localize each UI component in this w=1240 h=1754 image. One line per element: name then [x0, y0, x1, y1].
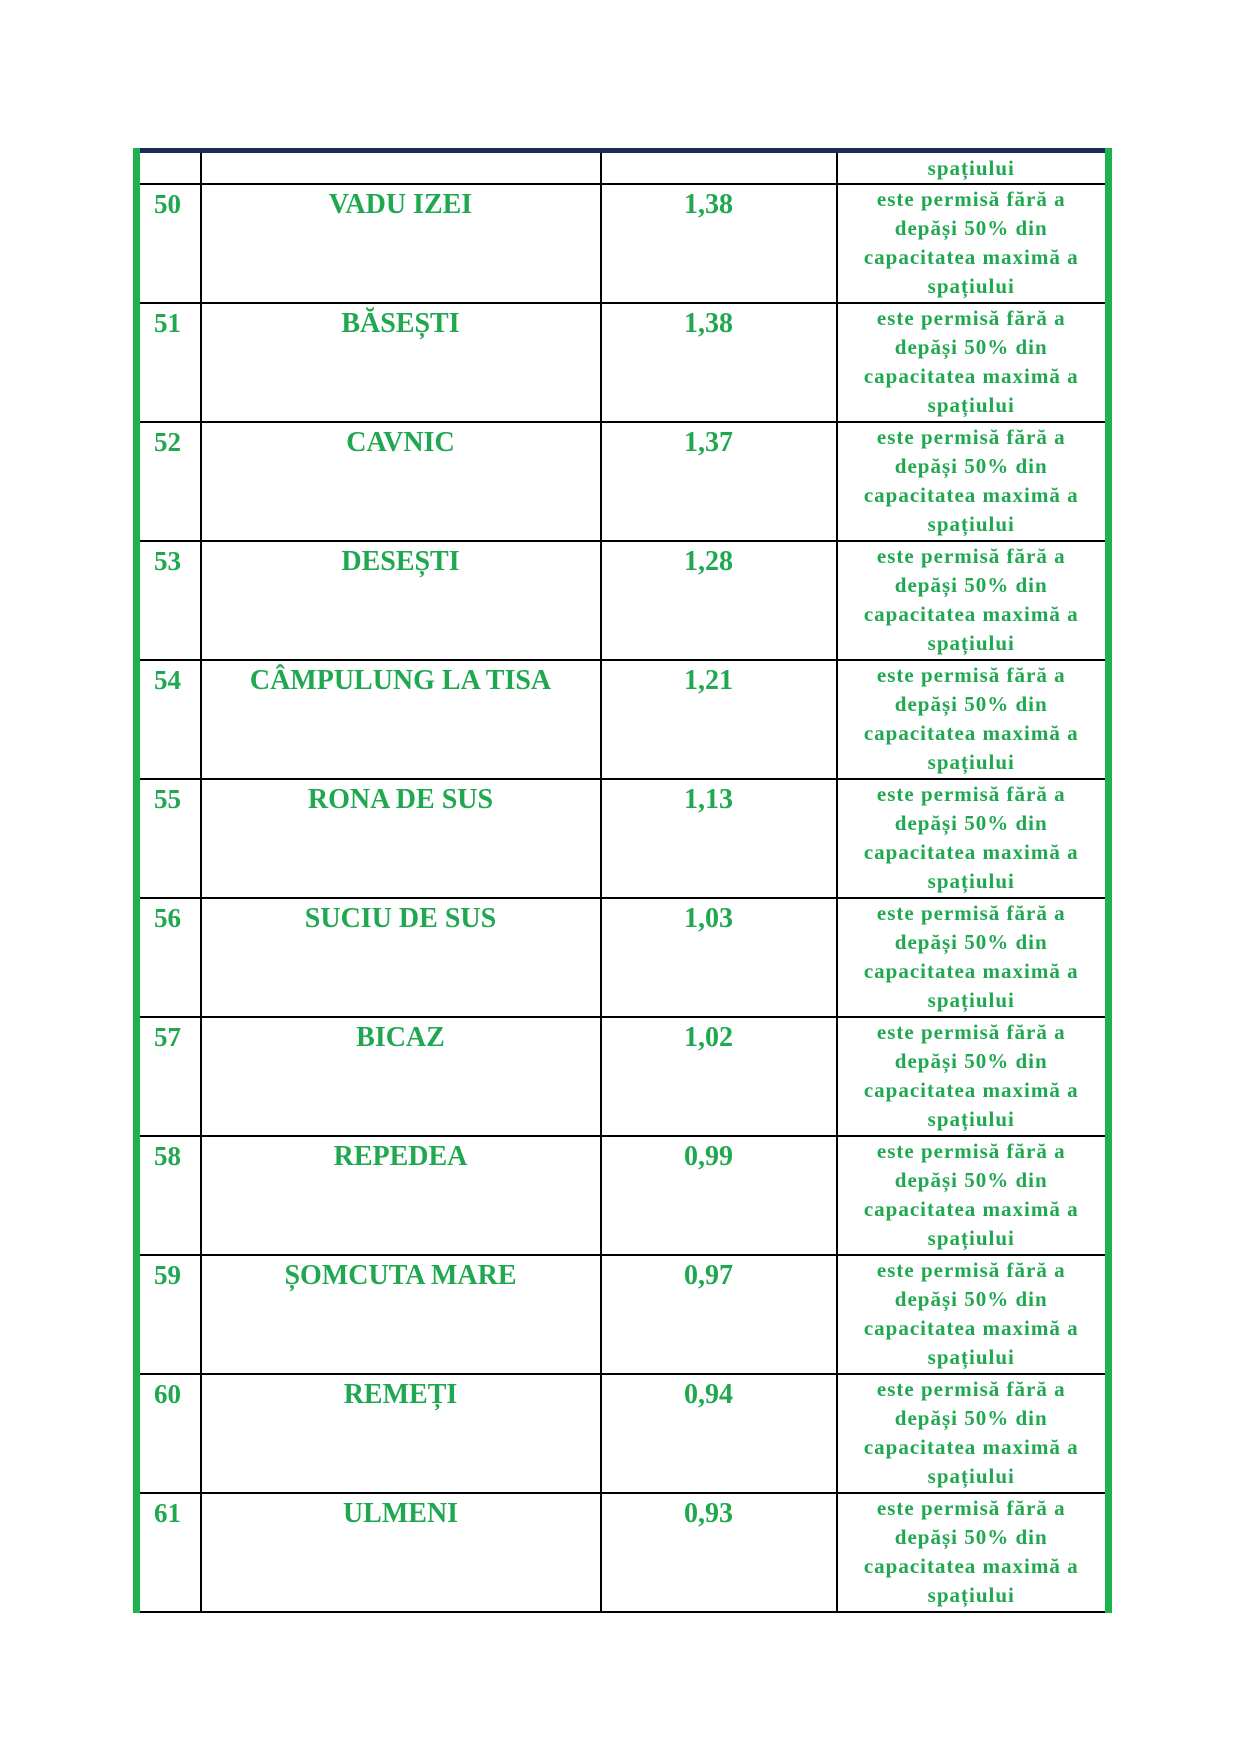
restriction-note-line: spațiului — [927, 512, 1015, 536]
row-number: 61 — [137, 1493, 201, 1612]
restriction-note-line: spațiului — [927, 393, 1015, 417]
restriction-note — [837, 1136, 1109, 1255]
table-row — [137, 1374, 1109, 1493]
restriction-note-line: depăși 50% din — [894, 1287, 1048, 1311]
table-row — [137, 1255, 1109, 1374]
restriction-note-line: este permisă fără a — [876, 663, 1066, 687]
restriction-note-line: este permisă fără a — [876, 1496, 1066, 1520]
restriction-note — [837, 422, 1109, 541]
locality-name: ȘOMCUTA MARE — [201, 1255, 601, 1374]
restriction-note-line: este permisă fără a — [876, 1139, 1066, 1163]
restriction-note-line: capacitatea maximă a — [863, 245, 1079, 269]
incidence-rate: 1,38 — [601, 184, 837, 303]
restriction-note-line: depăși 50% din — [894, 692, 1048, 716]
restriction-note-line: spațiului — [927, 988, 1015, 1012]
row-number: 54 — [137, 660, 201, 779]
restriction-note-line: capacitatea maximă a — [863, 840, 1079, 864]
continuation-locality-cell — [201, 151, 601, 185]
row-number: 58 — [137, 1136, 201, 1255]
restriction-note-line: depăși 50% din — [894, 930, 1048, 954]
table-row — [137, 660, 1109, 779]
restriction-note-line: capacitatea maximă a — [863, 602, 1079, 626]
restriction-note — [837, 1255, 1109, 1374]
table-row — [137, 1017, 1109, 1136]
restriction-note-line: este permisă fără a — [876, 544, 1066, 568]
locality-name: REPEDEA — [201, 1136, 601, 1255]
continuation-nr-cell — [137, 151, 201, 185]
restriction-note-line: capacitatea maximă a — [863, 1316, 1079, 1340]
row-number: 50 — [137, 184, 201, 303]
restriction-note-line: capacitatea maximă a — [863, 1554, 1079, 1578]
restriction-note-line: este permisă fără a — [876, 782, 1066, 806]
row-number: 59 — [137, 1255, 201, 1374]
restriction-note-line: este permisă fără a — [876, 425, 1066, 449]
restriction-note-line: depăși 50% din — [894, 454, 1048, 478]
restriction-note-line: spațiului — [927, 1583, 1015, 1607]
restriction-note-line: este permisă fără a — [876, 306, 1066, 330]
table-row — [137, 422, 1109, 541]
row-number: 53 — [137, 541, 201, 660]
restriction-note-line: este permisă fără a — [876, 1258, 1066, 1282]
restriction-note — [837, 779, 1109, 898]
locality-name: CÂMPULUNG LA TISA — [201, 660, 601, 779]
restriction-note-line: este permisă fără a — [876, 901, 1066, 925]
restriction-note-line: spațiului — [927, 1345, 1015, 1369]
incidence-rate: 1,02 — [601, 1017, 837, 1136]
localities-table — [133, 148, 1112, 1613]
restriction-note-line: spațiului — [927, 274, 1015, 298]
restriction-note — [837, 184, 1109, 303]
row-number: 52 — [137, 422, 201, 541]
locality-name: REMEȚI — [201, 1374, 601, 1493]
locality-name: BICAZ — [201, 1017, 601, 1136]
table-row — [137, 898, 1109, 1017]
restriction-note-line: depăși 50% din — [894, 573, 1048, 597]
restriction-note-line: spațiului — [927, 869, 1015, 893]
restriction-note-line: depăși 50% din — [894, 335, 1048, 359]
restriction-note-line: capacitatea maximă a — [863, 1435, 1079, 1459]
row-number: 56 — [137, 898, 201, 1017]
locality-name: VADU IZEI — [201, 184, 601, 303]
restriction-note-line: depăși 50% din — [894, 1525, 1048, 1549]
locality-name: CAVNIC — [201, 422, 601, 541]
restriction-note-line: capacitatea maximă a — [863, 721, 1079, 745]
table-row — [137, 1493, 1109, 1612]
incidence-rate: 0,97 — [601, 1255, 837, 1374]
restriction-note — [837, 898, 1109, 1017]
locality-name: ULMENI — [201, 1493, 601, 1612]
restriction-note-line: este permisă fără a — [876, 1020, 1066, 1044]
restriction-note — [837, 1017, 1109, 1136]
restriction-note-line: este permisă fără a — [876, 1377, 1066, 1401]
restriction-note-line: depăși 50% din — [894, 1049, 1048, 1073]
restriction-note-line: depăși 50% din — [894, 1168, 1048, 1192]
restriction-note-line: spațiului — [927, 631, 1015, 655]
incidence-rate: 1,37 — [601, 422, 837, 541]
restriction-note-line: spațiului — [927, 1226, 1015, 1250]
table-row — [137, 541, 1109, 660]
locality-name: BĂSEȘTI — [201, 303, 601, 422]
restriction-note-line: depăși 50% din — [894, 216, 1048, 240]
locality-name: SUCIU DE SUS — [201, 898, 601, 1017]
table-body — [137, 151, 1109, 1613]
table-row — [137, 303, 1109, 422]
restriction-note-line: capacitatea maximă a — [863, 1197, 1079, 1221]
incidence-rate: 1,03 — [601, 898, 837, 1017]
incidence-rate: 1,13 — [601, 779, 837, 898]
restriction-note-line: spațiului — [927, 750, 1015, 774]
restriction-note-line: depăși 50% din — [894, 811, 1048, 835]
row-number: 51 — [137, 303, 201, 422]
restriction-note-line: spațiului — [927, 1464, 1015, 1488]
incidence-rate: 0,94 — [601, 1374, 837, 1493]
locality-name: RONA DE SUS — [201, 779, 601, 898]
restriction-note — [837, 1374, 1109, 1493]
row-number: 55 — [137, 779, 201, 898]
incidence-rate: 0,93 — [601, 1493, 837, 1612]
restriction-note-line: spațiului — [927, 1107, 1015, 1131]
row-number: 60 — [137, 1374, 201, 1493]
restriction-note-line: este permisă fără a — [876, 187, 1066, 211]
restriction-note — [837, 1493, 1109, 1612]
table-row — [137, 1136, 1109, 1255]
restriction-note-line: capacitatea maximă a — [863, 364, 1079, 388]
restriction-note — [837, 303, 1109, 422]
row-number: 57 — [137, 1017, 201, 1136]
incidence-rate: 1,38 — [601, 303, 837, 422]
restriction-note-line: capacitatea maximă a — [863, 959, 1079, 983]
continuation-note-cell: spațiului — [837, 151, 1109, 185]
locality-name: DESEȘTI — [201, 541, 601, 660]
restriction-note-line: capacitatea maximă a — [863, 1078, 1079, 1102]
restriction-note — [837, 660, 1109, 779]
restriction-note-line: depăși 50% din — [894, 1406, 1048, 1430]
incidence-rate: 1,21 — [601, 660, 837, 779]
incidence-rate: 0,99 — [601, 1136, 837, 1255]
restriction-note — [837, 541, 1109, 660]
table-row — [137, 779, 1109, 898]
restriction-note-line: capacitatea maximă a — [863, 483, 1079, 507]
continuation-row — [137, 151, 1109, 185]
table-row — [137, 184, 1109, 303]
continuation-rate-cell — [601, 151, 837, 185]
incidence-rate: 1,28 — [601, 541, 837, 660]
